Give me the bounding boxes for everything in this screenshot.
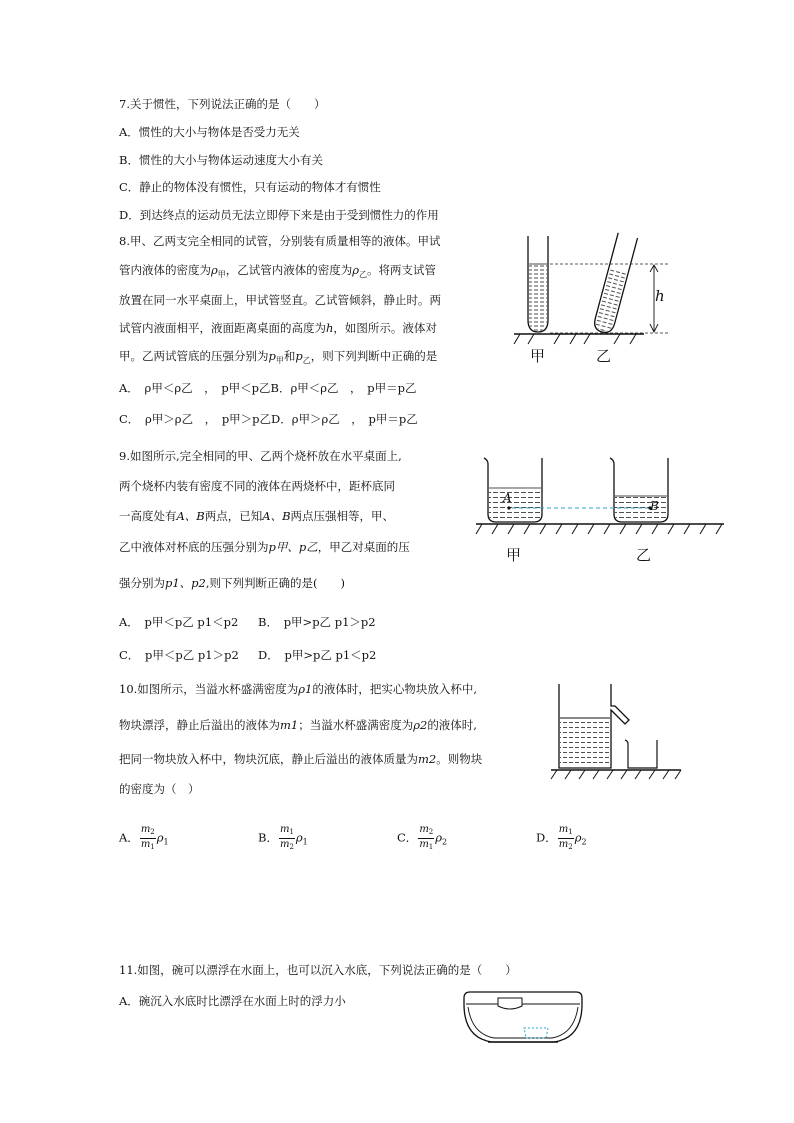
q7-option-d: D．到达终点的运动员无法立即停下来是由于受到惯性力的作用 (119, 208, 439, 222)
q10-line1: 10.如图所示，当溢水杯盛满密度为ρ1的液体时，把实心物块放入杯中, (119, 682, 478, 696)
q9-point-b: B (650, 499, 659, 513)
q9-line4: 乙中液体对杯底的压强分别为p甲、p乙，甲乙对桌面的压 (119, 540, 410, 554)
q8-line2: 管内液体的密度为$\rho_甲$，乙试管内液体的密度为$\rho_乙$。将两支试管 (119, 263, 437, 279)
q11-option-a: A．碗沉入水底时比漂浮在水面上时的浮力小 (119, 994, 346, 1008)
q11-bowl-figure (458, 988, 588, 1048)
q8-line5: 甲。乙两试管底的压强分别为$p_甲$和$p_乙$，则下列判断中正确的是 (119, 349, 438, 365)
q9-option-c: C． p甲＜p乙 p1＞p2 (119, 648, 239, 662)
q9-label-jia: 甲 (506, 546, 522, 564)
q10-option-c: C． $\frac{m_2}{m_1}$ $\rho_2$ (397, 824, 448, 851)
q7-option-b: B．惯性的大小与物体运动速度大小有关 (119, 153, 323, 167)
q11-stem: 11.如图，碗可以漂浮在水面上，也可以沉入水底，下列说法正确的是（ ） (119, 963, 517, 977)
q7-option-c: C．静止的物体没有惯性，只有运动的物体才有惯性 (119, 180, 381, 194)
q9-label-yi: 乙 (636, 546, 652, 564)
q9-line5: 强分别为p1、p2,则下列判断正确的是( ) (119, 576, 345, 590)
q9-option-d: D． p甲>p乙 p1＜p2 (258, 648, 377, 662)
q8-line1: 8.甲、乙两支完全相同的试管，分别装有质量相等的液体。甲试 (119, 234, 441, 248)
q10-option-d: D． $\frac{m_1}{m_2}$ $\rho_2$ (536, 824, 587, 851)
q7-option-a: A．惯性的大小与物体是否受力无关 (119, 125, 300, 139)
q8-label-h: h (655, 287, 665, 305)
q8-option-cd: C． ρ甲＞ρ乙 ， p甲＞p乙D．ρ甲＞ρ乙 ， p甲＝p乙 (119, 412, 418, 426)
q7-stem: 7.关于惯性，下列说法正确的是（ ） (119, 97, 326, 111)
q10-line3: 把同一物块放入杯中，物块沉底，静止后溢出的液体质量为m2。则物块 (119, 752, 483, 766)
q9-line1: 9.如图所示,完全相同的甲、乙两个烧杯放在水平桌面上, (119, 449, 402, 463)
q8-label-yi: 乙 (596, 347, 612, 365)
q8-line3: 放置在同一水平桌面上，甲试管竖直。乙试管倾斜，静止时。两 (119, 293, 441, 307)
q10-line4: 的密度为（ ） (119, 782, 200, 796)
q9-point-a: A (503, 491, 512, 505)
q8-line4: 试管内液面相平，液面距离桌面的高度为h，如图所示。液体对 (119, 321, 437, 335)
q10-option-a: A． $\frac{m_2}{m_1}$ $\rho_1$ (119, 824, 169, 851)
q9-line3: 一高度处有A、B两点，已知A、B两点压强相等，甲、 (119, 509, 395, 523)
q10-option-b: B． $\frac{m_1}{m_2}$ $\rho_1$ (258, 824, 308, 851)
q9-option-a: A． p甲＜p乙 p1＜p2 (119, 615, 239, 629)
q8-option-ab: A． ρ甲＜ρ乙 ， p甲＜p乙B．ρ甲＜ρ乙 ， p甲＝p乙 (119, 381, 417, 395)
q9-line2: 两个烧杯内装有密度不同的液体在两烧杯中，距杯底同 (119, 479, 395, 493)
q9-option-b: B． p甲>p乙 p1＞p2 (258, 615, 376, 629)
q8-label-jia: 甲 (530, 347, 546, 365)
q10-overflow-cup-figure (545, 680, 685, 785)
q10-line2: 物块漂浮，静止后溢出的液体为m1；当溢水杯盛满密度为ρ2的液体时, (119, 718, 477, 732)
